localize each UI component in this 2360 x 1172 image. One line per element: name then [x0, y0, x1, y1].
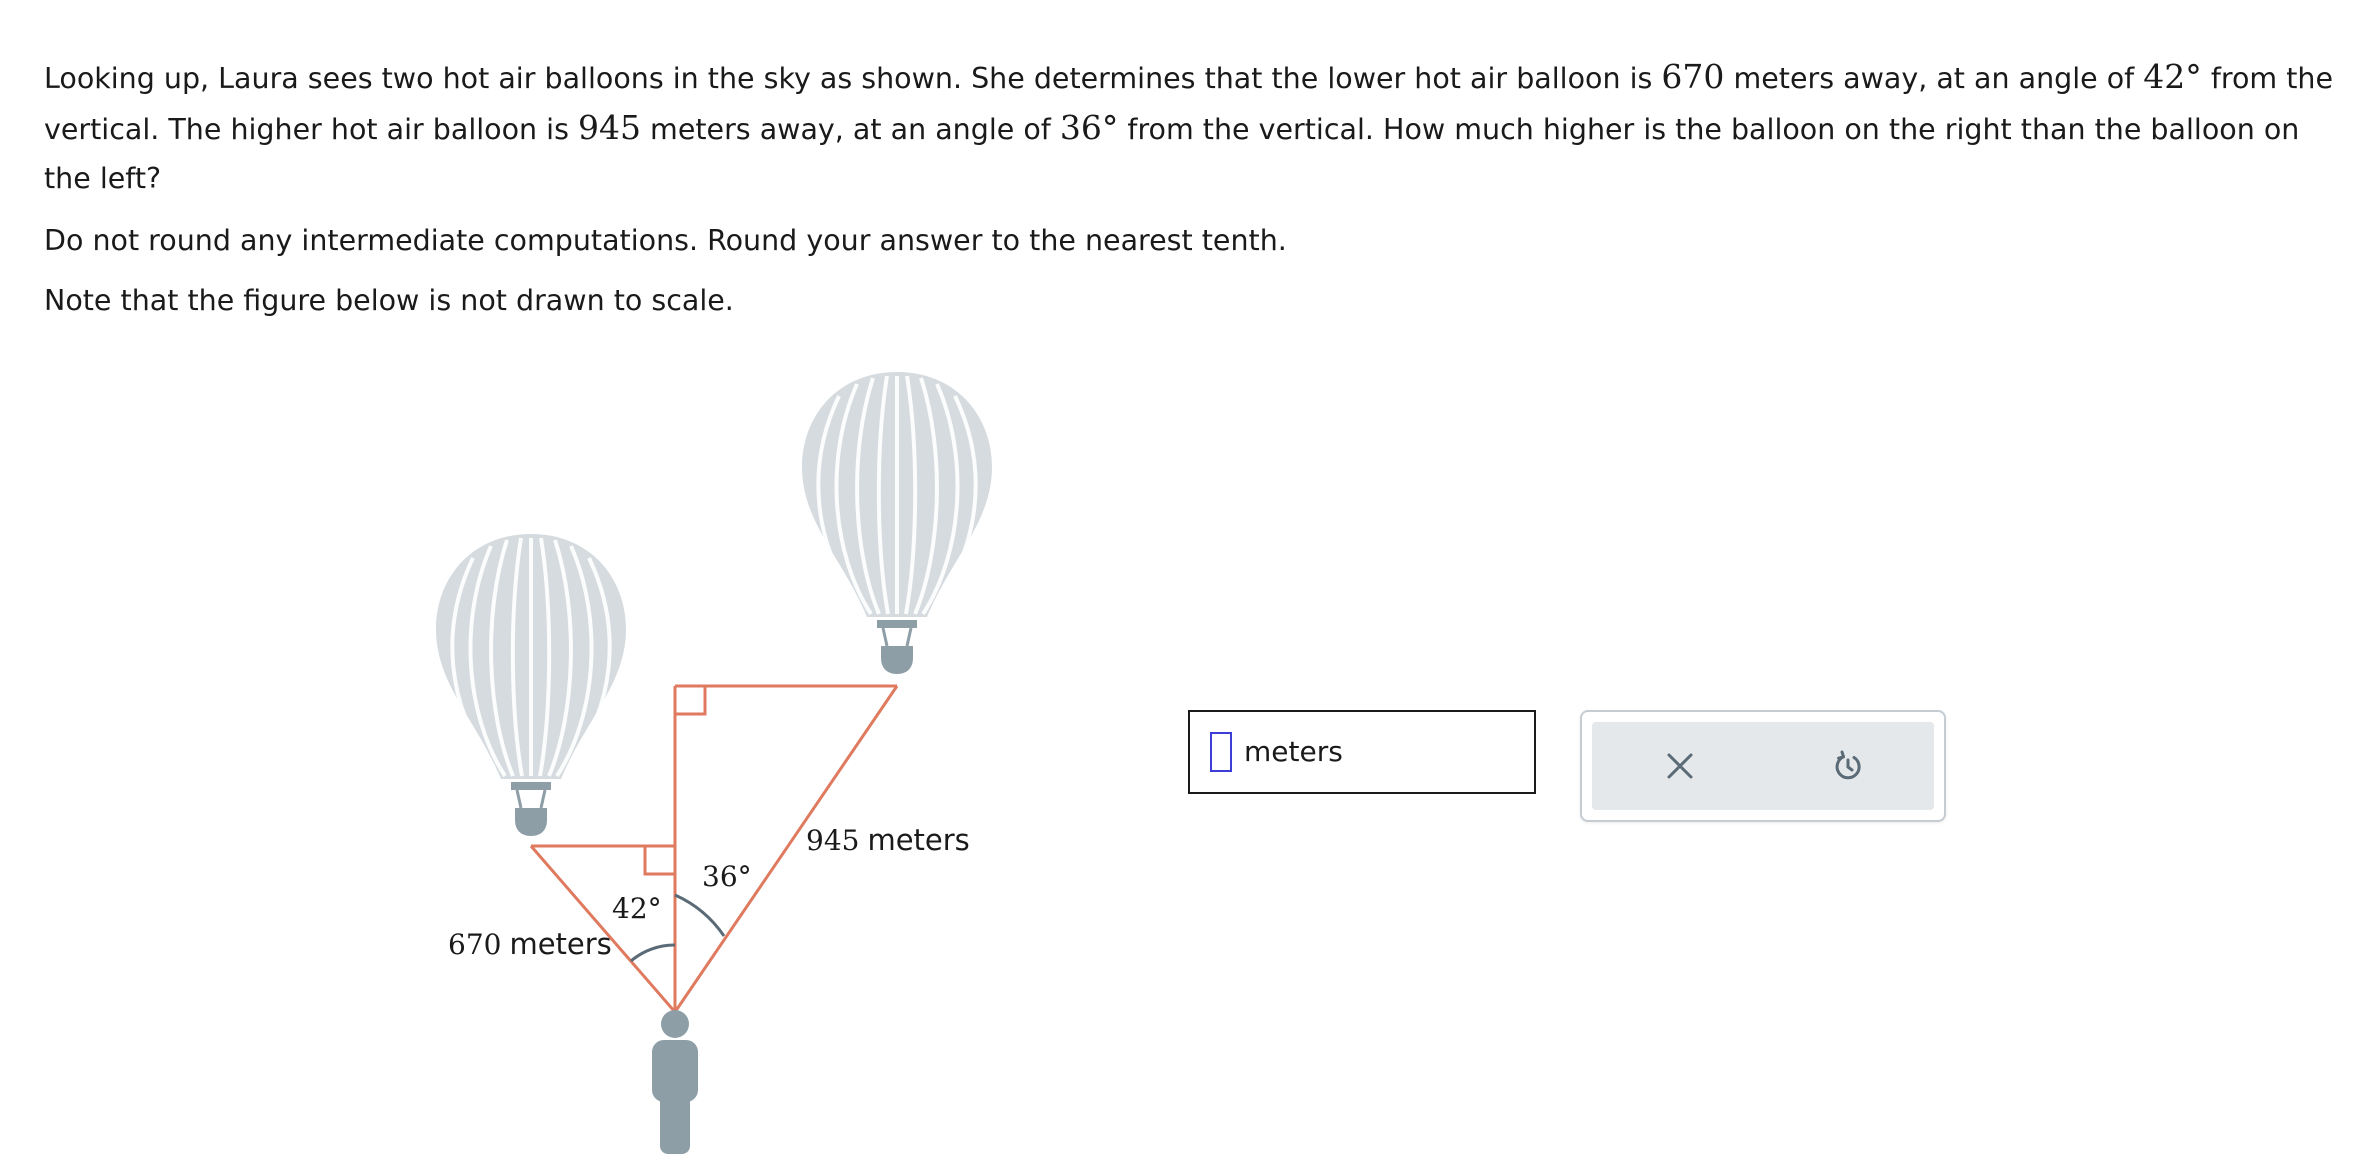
- right-right-angle-marker: [675, 686, 705, 714]
- left-right-angle-marker: [645, 846, 675, 874]
- answer-tools-bar: [1592, 722, 1934, 810]
- answer-unit-label: meters: [1244, 735, 1343, 768]
- right-balloon: [802, 372, 992, 674]
- statement-text: from the vertical. How much higher is the balloon on the right than the balloon on the left?: [44, 113, 2300, 195]
- left-distance-number: 670: [448, 928, 502, 961]
- lower-angle-value: 42°: [2143, 57, 2202, 96]
- right-angle-arc: [675, 895, 724, 936]
- right-angle-label: 36°: [702, 860, 752, 893]
- left-balloon: [436, 534, 626, 836]
- undo-icon: [1832, 750, 1864, 782]
- x-icon: [1665, 751, 1695, 781]
- lower-distance-value: 670: [1661, 57, 1725, 96]
- left-distance-label: [448, 927, 612, 961]
- clear-answer-button[interactable]: [1650, 736, 1710, 796]
- undo-button[interactable]: [1818, 736, 1878, 796]
- statement-text: Looking up, Laura sees two hot air balloons in the sky as shown. She determines that the lower hot air balloon is: [44, 62, 1662, 95]
- answer-tools-panel: [1580, 710, 1946, 822]
- left-angle-arc: [631, 945, 675, 961]
- person-icon: [652, 1010, 698, 1154]
- statement-text: meters away, at an angle of: [641, 113, 1060, 146]
- rounding-instruction: Do not round any intermediate computations. Round your answer to the nearest tenth.: [44, 224, 1287, 257]
- statement-text: meters away, at an angle of: [1724, 62, 2144, 95]
- right-sight-line: [675, 686, 897, 1012]
- right-distance-label: [806, 823, 970, 857]
- right-distance-number: 945: [806, 824, 860, 857]
- higher-angle-value: 36°: [1059, 108, 1119, 147]
- answer-input[interactable]: [1210, 732, 1232, 772]
- left-distance-unit: meters: [509, 927, 612, 961]
- scale-note: Note that the figure below is not drawn to scale.: [44, 284, 734, 317]
- higher-distance-value: 945: [578, 108, 641, 147]
- statement-text: from the vertical. The higher hot air balloon is: [44, 62, 2333, 146]
- left-angle-label: 42°: [612, 892, 662, 925]
- answer-box: [1188, 710, 1536, 794]
- right-distance-unit: meters: [867, 823, 970, 857]
